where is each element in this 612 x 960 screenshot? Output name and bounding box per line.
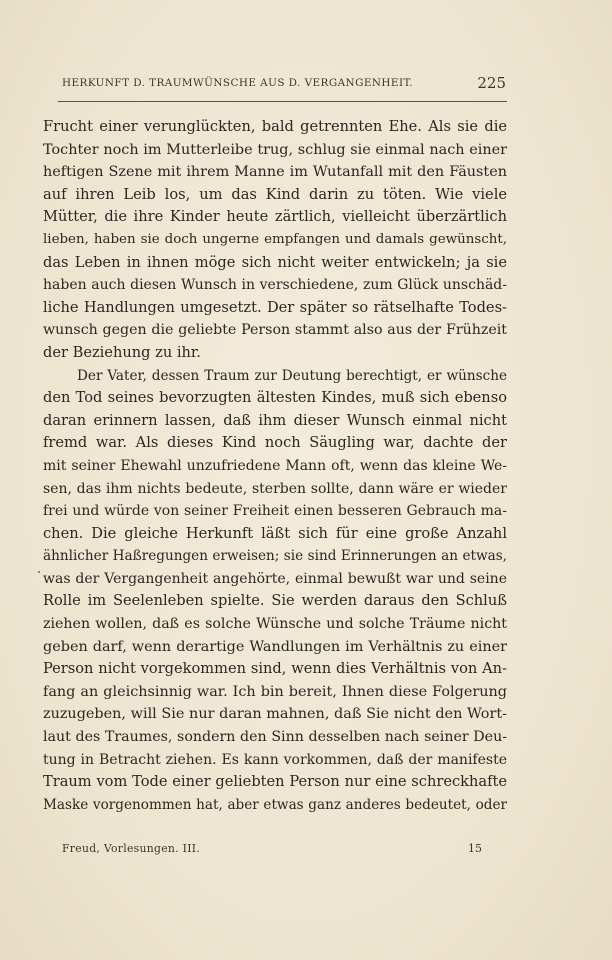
text-line: chen. Die gleiche Herkunft läßt sich für eine große Anzahl bbox=[43, 524, 507, 542]
text-line: liche Handlungen umgesetzt. Der später so rätselhafte Todes- bbox=[43, 298, 507, 316]
text-line: den Tod seines bevorzugten ältesten Kindes, muß sich ebenso bbox=[43, 389, 507, 407]
text-line: wunsch gegen die geliebte Person stammt also aus der Frühzeit bbox=[43, 322, 507, 339]
page-number: 225 bbox=[477, 74, 506, 92]
running-head: HERKUNFT D. TRAUMWÜNSCHE AUS D. VERGANGENHEIT. bbox=[62, 77, 414, 89]
text-line: Frucht einer verunglückten, bald getrennten Ehe. Als sie die bbox=[43, 118, 507, 135]
text-line: was der Vergangenheit angehörte, einmal bewußt war und seine bbox=[43, 570, 507, 587]
text-line: Mütter, die ihre Kinder heute zärtlich, vielleicht überzärtlich bbox=[43, 208, 507, 226]
text-line: Tochter noch im Mutterleibe trug, schlug sie einmal nach einer bbox=[43, 141, 507, 158]
text-line: mit seiner Ehewahl unzufriedene Mann oft, wenn das kleine We- bbox=[43, 457, 507, 474]
text-line: frei und würde von seiner Freiheit einen besseren Gebrauch ma- bbox=[43, 503, 507, 520]
text-line: haben auch diesen Wunsch in verschiedene, zum Glück unschäd- bbox=[43, 277, 507, 294]
text-line: Rolle im Seelenleben spielte. Sie werden daraus den Schluß bbox=[43, 592, 507, 610]
text-line: daran erinnern lassen, daß ihm dieser Wunsch einmal nicht bbox=[43, 411, 507, 429]
text-line: ähnlicher Haßregungen erweisen; sie sind Erinnerungen an etwas, bbox=[43, 548, 507, 565]
text-line: lieben, haben sie doch ungerne empfangen und damals gewünscht, bbox=[43, 231, 507, 247]
page-footer bbox=[62, 842, 482, 858]
paragraph-end-line: der Beziehung zu ihr. bbox=[43, 343, 201, 361]
text-line: fang an gleichsinnig war. Ich bin bereit, Ihnen diese Folgerung bbox=[43, 683, 507, 700]
text-line: tung in Betracht ziehen. Es kann vorkommen, daß der manifeste bbox=[43, 751, 507, 768]
paper-speck bbox=[38, 571, 40, 573]
header-rule bbox=[58, 101, 507, 102]
text-line: sen, das ihm nichts bedeute, sterben sollte, dann wäre er wieder bbox=[43, 480, 507, 497]
printer-signature: Freud, Vorlesungen. III. bbox=[62, 842, 201, 855]
text-line: laut des Traumes, sondern den Sinn desselben nach seiner Deu- bbox=[43, 729, 507, 746]
paragraph-start-line: Der Vater, dessen Traum zur Deutung berechtigt, er wünsche bbox=[77, 367, 507, 384]
page-header bbox=[62, 74, 506, 94]
body-text bbox=[43, 116, 507, 816]
text-line: fremd war. Als dieses Kind noch Säugling war, dachte der bbox=[43, 434, 507, 452]
text-line: heftigen Szene mit ihrem Manne im Wutanfall mit den Fäusten bbox=[43, 164, 507, 181]
text-line: das Leben in ihnen möge sich nicht weiter entwickeln; ja sie bbox=[43, 253, 507, 271]
text-line: Person nicht vorgekommen sind, wenn dies Verhältnis von An- bbox=[43, 660, 507, 678]
text-line: zuzugeben, will Sie nur daran mahnen, daß Sie nicht den Wort- bbox=[43, 706, 507, 723]
text-line: geben darf, wenn derartige Wandlungen im Verhältnis zu einer bbox=[43, 638, 507, 655]
text-line: Traum vom Tode einer geliebten Person nur eine schreckhafte bbox=[43, 773, 507, 791]
text-line: auf ihren Leib los, um das Kind darin zu töten. Wie viele bbox=[43, 185, 507, 203]
text-line: ziehen wollen, daß es solche Wünsche und solche Träume nicht bbox=[43, 616, 507, 633]
sheet-number: 15 bbox=[468, 842, 482, 855]
text-line: Maske vorgenommen hat, aber etwas ganz anderes bedeutet, oder bbox=[43, 796, 507, 813]
